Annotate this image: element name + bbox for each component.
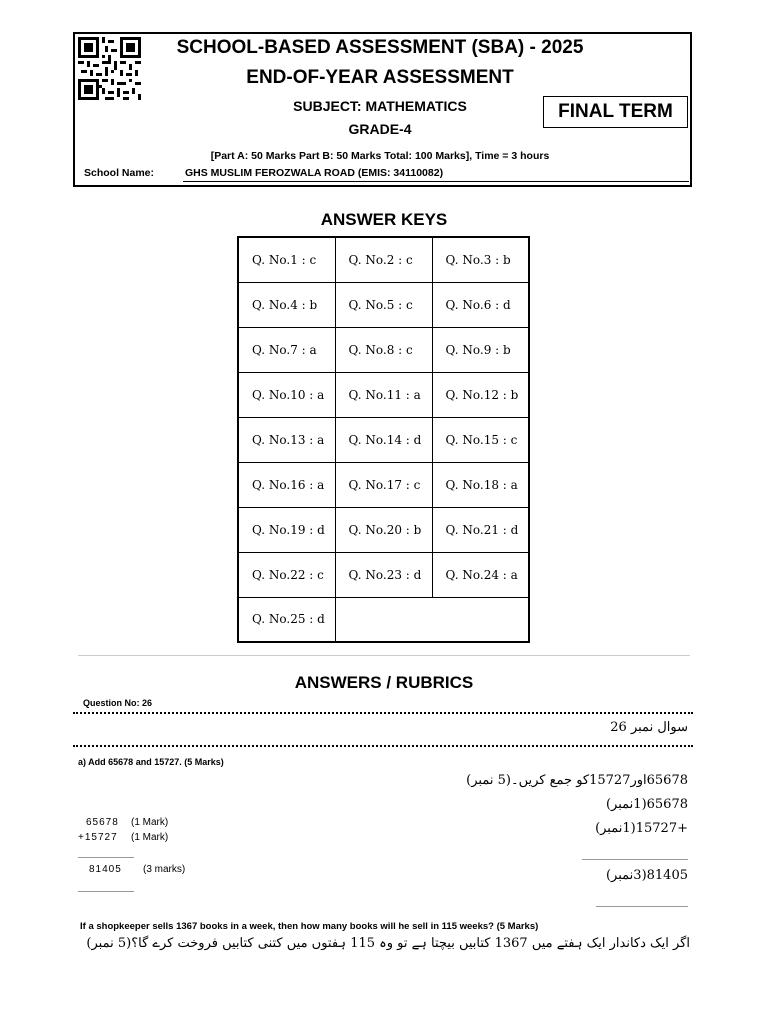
table-cell: Q. No.10 : a xyxy=(238,372,335,417)
table-cell: Q. No.8 : c xyxy=(335,327,432,372)
table-row xyxy=(238,237,529,282)
rubrics-heading: ANSWERS / RUBRICS xyxy=(294,673,474,692)
sum-line-urdu xyxy=(582,859,688,860)
table-row xyxy=(238,552,529,597)
table-cell: Q. No.24 : a xyxy=(432,552,529,597)
table-cell: Q. No.14 : d xyxy=(335,417,432,462)
table-cell: Q. No.17 : c xyxy=(335,462,432,507)
table-row xyxy=(238,417,529,462)
table-cell: Q. No.6 : d xyxy=(432,282,529,327)
table-row xyxy=(238,372,529,417)
table-cell: Q. No.11 : a xyxy=(335,372,432,417)
assessment-subtitle: END-OF-YEAR ASSESSMENT xyxy=(246,67,514,88)
table-cell: Q. No.2 : c xyxy=(335,237,432,282)
table-cell: Q. No.19 : d xyxy=(238,507,335,552)
table-row xyxy=(238,327,529,372)
table-row xyxy=(238,282,529,327)
answer-keys-heading: ANSWER KEYS xyxy=(320,210,448,229)
mark-1: (1 Mark) xyxy=(131,817,169,828)
assessment-title: SCHOOL-BASED ASSESSMENT (SBA) - 2025 xyxy=(176,37,584,58)
part-b-question-urdu: اگر ایک دکاندار ایک ہفتے میں 1367 کتابیں بیچتا ہے تو وہ 115 ہفتوں میں کتنی کتابیں فروخت کرے گا؟(5 نمبر) xyxy=(86,936,690,951)
part-a-question: a) Add 65678 and 15727. (5 Marks) xyxy=(78,757,224,767)
dotted-divider xyxy=(73,745,693,747)
table-cell: Q. No.9 : b xyxy=(432,327,529,372)
mark-2: (1 Mark) xyxy=(131,832,169,843)
question-number-urdu: سوال نمبر 26 xyxy=(610,720,688,735)
sum-line xyxy=(78,857,134,858)
part-a-question-urdu: 65678اور15727کو جمع کریں۔(5 نمبر) xyxy=(466,773,688,788)
school-name-value: GHS MUSLIM FEROZWALA ROAD (EMIS: 34110082) xyxy=(185,167,444,179)
addend-2: +15727 xyxy=(78,832,118,843)
result-line-urdu xyxy=(596,906,688,907)
table-cell: Q. No.23 : d xyxy=(335,552,432,597)
sum-result: 81405 xyxy=(89,864,122,875)
dotted-divider xyxy=(73,712,693,714)
mark-3: (3 marks) xyxy=(143,864,186,875)
table-cell: Q. No.4 : b xyxy=(238,282,335,327)
table-cell: Q. No.16 : a xyxy=(238,462,335,507)
addend-1: 65678 xyxy=(86,817,119,828)
question-number: Question No: 26 xyxy=(83,698,153,708)
table-cell: Q. No.25 : d xyxy=(238,597,335,642)
table-cell: Q. No.22 : c xyxy=(238,552,335,597)
urdu-step-3: 81405(3نمبر) xyxy=(605,868,688,883)
table-cell: Q. No.1 : c xyxy=(238,237,335,282)
marks-info: [Part A: 50 Marks Part B: 50 Marks Total: 100 Marks], Time = 3 hours xyxy=(210,150,550,162)
table-cell: Q. No.3 : b xyxy=(432,237,529,282)
table-cell: Q. No.21 : d xyxy=(432,507,529,552)
table-cell: Q. No.15 : c xyxy=(432,417,529,462)
qr-code-icon xyxy=(78,37,141,100)
section-divider xyxy=(78,655,690,656)
urdu-step-2: +15727(1نمبر) xyxy=(595,821,688,836)
answer-keys-table xyxy=(237,236,530,643)
table-row xyxy=(238,507,529,552)
grade-label: GRADE-4 xyxy=(348,121,412,137)
table-row xyxy=(238,462,529,507)
table-cell: Q. No.12 : b xyxy=(432,372,529,417)
final-term-badge: FINAL TERM xyxy=(543,96,688,128)
subject-label: SUBJECT: MATHEMATICS xyxy=(293,98,467,114)
table-cell: Q. No.13 : a xyxy=(238,417,335,462)
school-name-label: School Name: xyxy=(84,167,155,179)
table-cell: Q. No.7 : a xyxy=(238,327,335,372)
school-name-underline xyxy=(183,181,689,182)
table-cell-empty xyxy=(335,597,529,642)
part-b-question: If a shopkeeper sells 1367 books in a week, then how many books will he sell in 115 weeks? (5 Marks) xyxy=(80,921,539,932)
table-cell: Q. No.5 : c xyxy=(335,282,432,327)
table-cell: Q. No.20 : b xyxy=(335,507,432,552)
urdu-step-1: 65678(1نمبر) xyxy=(605,797,688,812)
table-cell: Q. No.18 : a xyxy=(432,462,529,507)
table-row xyxy=(238,597,529,642)
result-line xyxy=(78,891,134,892)
